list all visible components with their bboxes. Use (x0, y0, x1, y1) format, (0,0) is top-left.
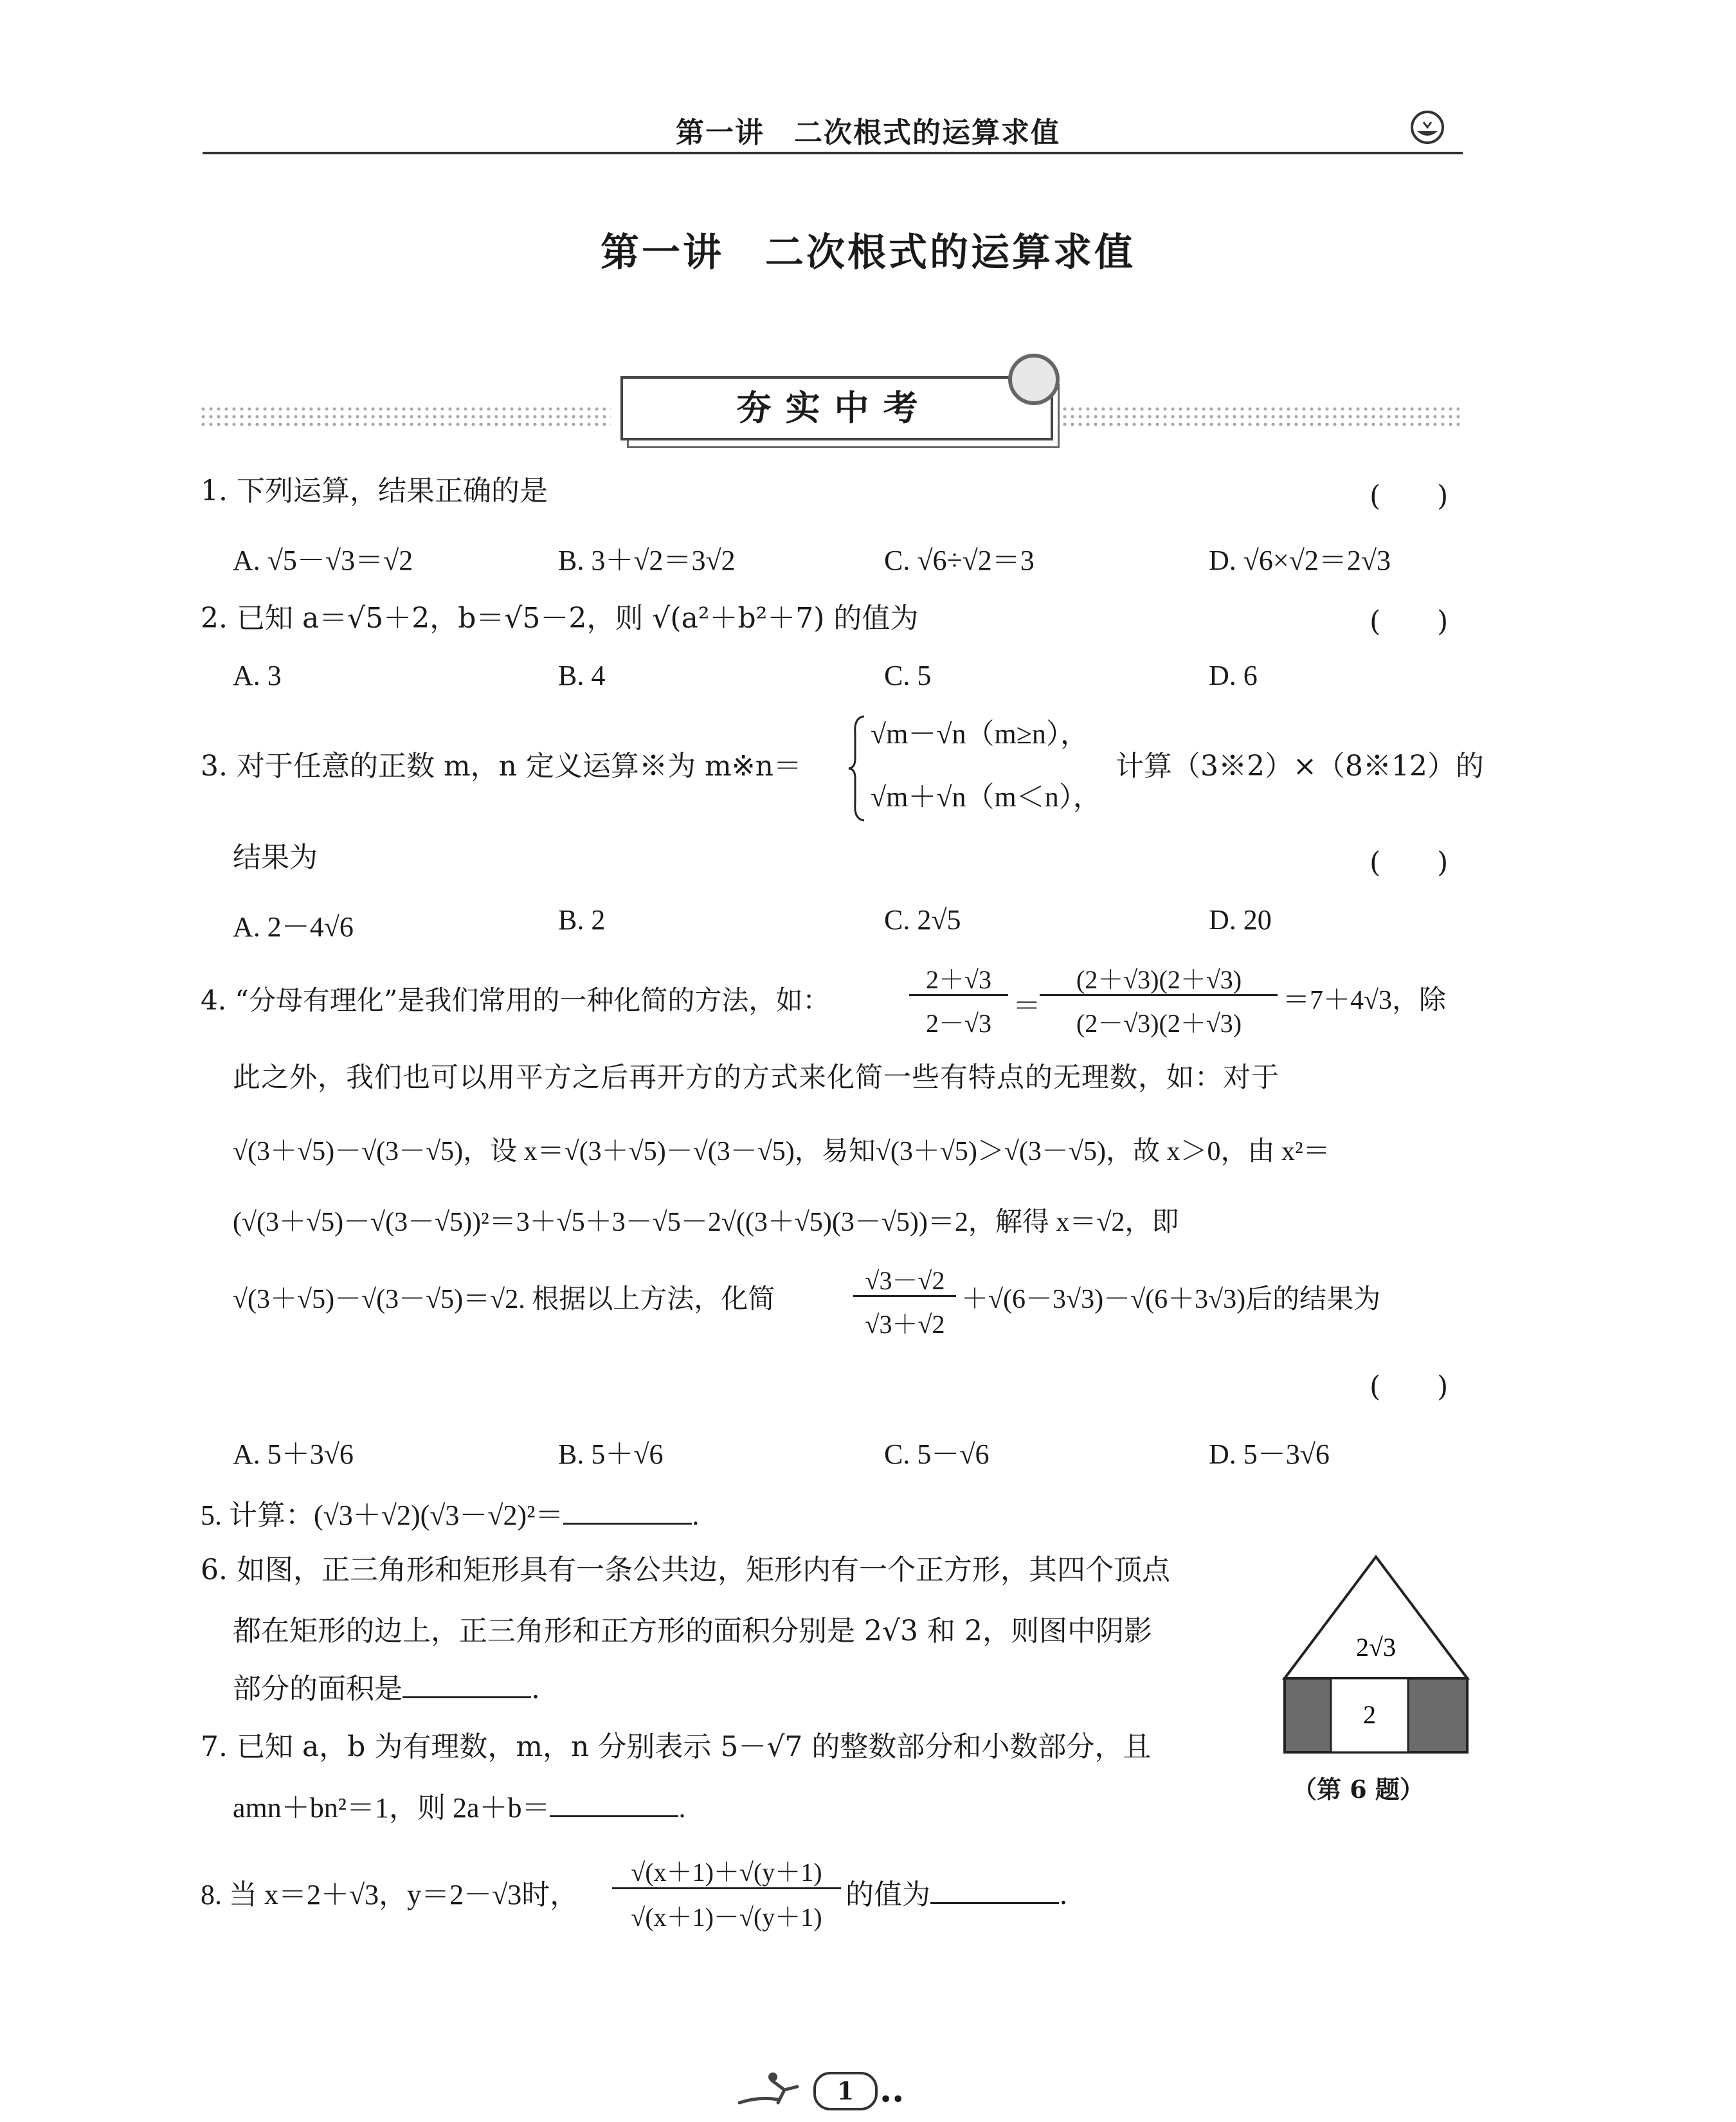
q3-option-b: B. 2 (558, 904, 606, 936)
q4-frac2-numerator: (2＋√3)(2＋√3) (1076, 965, 1242, 994)
q5-period: . (692, 1500, 700, 1531)
q3-case-2: √m＋√n（m＜n）， (871, 781, 1101, 813)
q4-line5-end: ＋√(6－3√3)－√(6＋3√3)后的结果为 (961, 1285, 1381, 1314)
q6-line3 (233, 1675, 540, 1703)
q4-frac2-bar (1040, 994, 1278, 996)
q2-option-b: B. 4 (558, 660, 606, 691)
figure-caption: （第 6 题） (1292, 1775, 1424, 1804)
q1-option-a: A. √5－√3＝√2 (233, 545, 413, 576)
q4-option-d: D. 5－3√6 (1209, 1438, 1330, 1470)
q5-stem-text: 5. 计算：(√3＋√2)(√3－√2)²＝ (201, 1500, 564, 1531)
q8-period: . (1059, 1878, 1068, 1911)
page-title: 第一讲 二次根式的运算求值 (601, 230, 1135, 275)
q3-brace-icon (846, 714, 868, 823)
q7-period: . (678, 1792, 686, 1824)
square-area-label: 2 (1363, 1700, 1376, 1729)
q6-line1: 6. 如图，正三角形和矩形具有一条公共边，矩形内有一个正方形，其四个顶点 (201, 1554, 1170, 1586)
q1-stem: 1. 下列运算，结果正确的是 (201, 475, 548, 507)
q4-frac3-numerator: √3－√2 (865, 1266, 945, 1295)
q8-stem: 8. 当 x＝2＋√3，y＝2－√3时， (201, 1879, 579, 1910)
header-emblem-icon (1408, 108, 1447, 147)
q4-answer-paren: ( ) (1370, 1370, 1449, 1403)
q3-stem-end: 计算（3※2）×（8※12）的 (1116, 750, 1484, 783)
q4-line1-start: 4. “分母有理化”是我们常用的一种化简的方法，如： (201, 984, 830, 1016)
q4-option-b: B. 5＋√6 (558, 1438, 664, 1470)
q2-stem: 2. 已知 a＝√5＋2，b＝√5－2，则 √(a²＋b²＋7) 的值为 (201, 602, 919, 635)
q4-line1-end: ＝7＋4√3，除 (1283, 986, 1447, 1015)
q4-frac1-numerator: 2＋√3 (926, 965, 991, 994)
q3-stem-start: 3. 对于任意的正数 m，n 定义运算※为 m※n＝ (201, 750, 802, 783)
decorative-dots-left (199, 405, 611, 430)
q6-figure (1279, 1553, 1472, 1759)
q3-answer-paren: ( ) (1370, 846, 1449, 879)
q7-line2 (233, 1794, 685, 1822)
decorative-dots-right (1061, 405, 1460, 430)
q2-option-d: D. 6 (1209, 660, 1258, 691)
shaded-region-right (1408, 1678, 1467, 1752)
q8-end-text: 的值为 (845, 1878, 930, 1911)
q4-line4: (√(3＋√5)－√(3－√5))²＝3＋√5＋3－√5－2√((3＋√5)(3－√5))＝2，解得 x＝√2，即 (233, 1208, 1179, 1237)
q3-option-c: C. 2√5 (884, 904, 961, 936)
q1-option-b: B. 3＋√2＝3√2 (558, 545, 736, 576)
triangle-area-label: 2√3 (1356, 1633, 1396, 1662)
q4-frac2-denominator: (2－√3)(2＋√3) (1076, 1009, 1242, 1038)
q3-stem-cont: 结果为 (233, 841, 318, 874)
q5-stem (201, 1501, 699, 1530)
q3-option-a: A. 2－4√6 (233, 911, 354, 943)
q4-frac1-bar (909, 994, 1008, 996)
q4-line2: 此之外，我们也可以用平方之后再开方的方式来化简一些有特点的无理数，如：对于 (233, 1062, 1279, 1094)
q4-frac3-denominator: √3＋√2 (865, 1310, 945, 1339)
q8-frac-denominator: √(x＋1)－√(y＋1) (631, 1903, 822, 1932)
q8-frac-numerator: √(x＋1)＋√(y＋1) (631, 1858, 822, 1887)
q7-answer-blank[interactable] (550, 1815, 678, 1817)
q4-frac3-bar (853, 1295, 956, 1297)
header-rule (203, 152, 1463, 154)
q6-period: . (531, 1673, 540, 1705)
q1-answer-paren: ( ) (1370, 480, 1449, 512)
q8-answer-blank[interactable] (930, 1902, 1059, 1904)
running-header: 第一讲 二次根式的运算求值 (676, 116, 1060, 149)
q3-case-1: √m－√n（m≥n）， (871, 718, 1089, 750)
q4-line3: √(3＋√5)－√(3－√5)，设 x＝√(3＋√5)－√(3－√5)，易知√(3＋√5)＞√(3－√5)，故 x＞0，由 x²＝ (233, 1137, 1330, 1166)
q2-option-a: A. 3 (233, 660, 282, 691)
banner-circle-icon (1008, 354, 1060, 405)
page-number: 1 (813, 2072, 878, 2110)
q6-line3-text: 部分的面积是 (233, 1673, 402, 1705)
q4-option-a: A. 5＋3√6 (233, 1438, 354, 1470)
q4-option-c: C. 5－√6 (884, 1438, 990, 1470)
section-banner-label: 夯实中考 (736, 387, 932, 428)
q8-end (845, 1878, 1068, 1911)
q5-answer-blank[interactable] (563, 1523, 692, 1525)
q4-line5-start: √(3＋√5)－√(3－√5)＝√2. 根据以上方法，化简 (233, 1285, 775, 1314)
q8-frac-bar (612, 1887, 841, 1889)
q7-line2-text: amn＋bn²＝1，则 2a＋b＝ (233, 1792, 550, 1824)
q2-answer-paren: ( ) (1370, 605, 1449, 638)
q3-option-d: D. 20 (1209, 904, 1272, 936)
footer-dots-icon: •• (880, 2089, 905, 2111)
q2-option-c: C. 5 (884, 660, 932, 691)
q7-line1: 7. 已知 a，b 为有理数，m，n 分别表示 5－√7 的整数部分和小数部分，且 (201, 1730, 1152, 1763)
shaded-region-left (1285, 1678, 1331, 1752)
q1-option-d: D. √6×√2＝2√3 (1209, 545, 1391, 576)
q6-answer-blank[interactable] (402, 1696, 531, 1698)
q1-option-c: C. √6÷√2＝3 (884, 545, 1035, 576)
q4-frac1-denominator: 2－√3 (926, 1009, 991, 1038)
q6-line2: 都在矩形的边上，正三角形和正方形的面积分别是 2√3 和 2，则图中阴影 (233, 1615, 1152, 1647)
footer-runner-icon (733, 2067, 810, 2112)
